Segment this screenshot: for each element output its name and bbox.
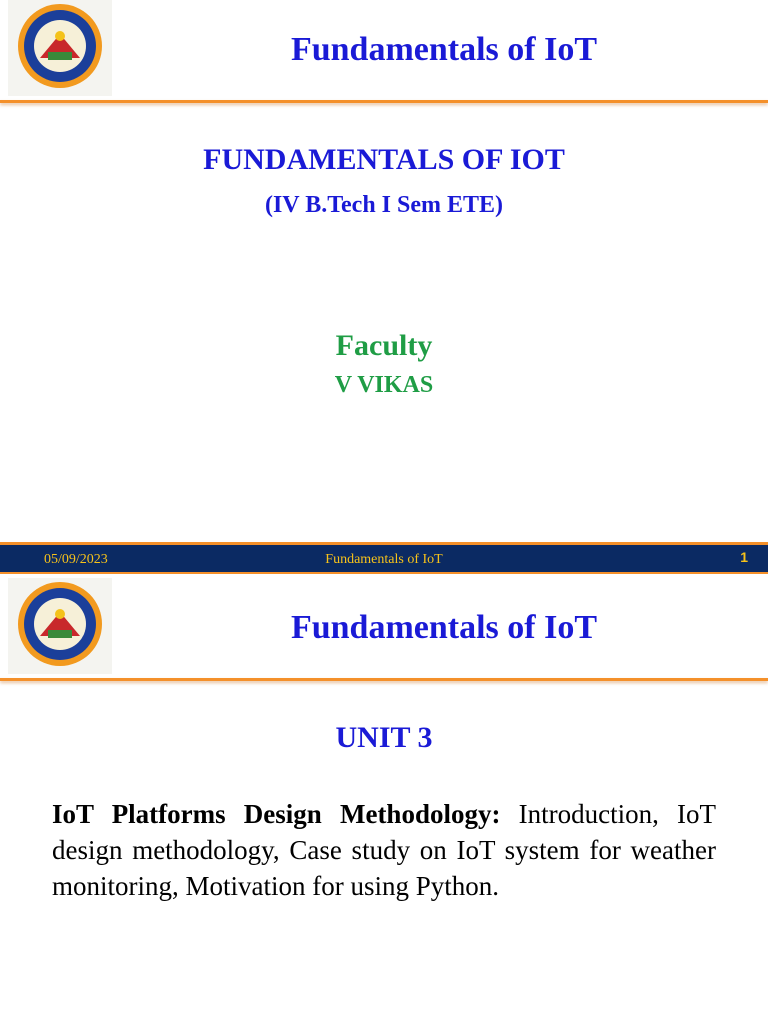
course-subtitle: (IV B.Tech I Sem ETE) xyxy=(264,192,504,218)
slide-footer xyxy=(0,542,768,574)
topics-heading: IoT Platforms Design Methodology: xyxy=(52,799,501,829)
header-title: Fundamentals of IoT xyxy=(290,609,598,646)
footer-title: Fundamentals of IoT xyxy=(325,552,443,567)
unit-topics xyxy=(52,796,716,904)
header-divider xyxy=(0,100,768,103)
faculty-label: Faculty xyxy=(335,329,433,362)
header-divider xyxy=(0,678,768,681)
header-title: Fundamentals of IoT xyxy=(290,31,598,68)
faculty-name: V VIKAS xyxy=(334,372,434,398)
footer-date: 05/09/2023 xyxy=(44,552,108,567)
unit-title: UNIT 3 xyxy=(335,721,433,754)
page-number: 1 xyxy=(740,549,748,565)
topics-text: Introduction, IoT design methodology, Case study on IoT system for weather monitoring, Motivation for using Python. xyxy=(52,799,716,901)
slide-2 xyxy=(0,576,768,1024)
college-logo-icon xyxy=(8,0,112,96)
college-logo-icon xyxy=(8,578,112,674)
course-title: FUNDAMENTALS OF IOT xyxy=(203,143,565,176)
